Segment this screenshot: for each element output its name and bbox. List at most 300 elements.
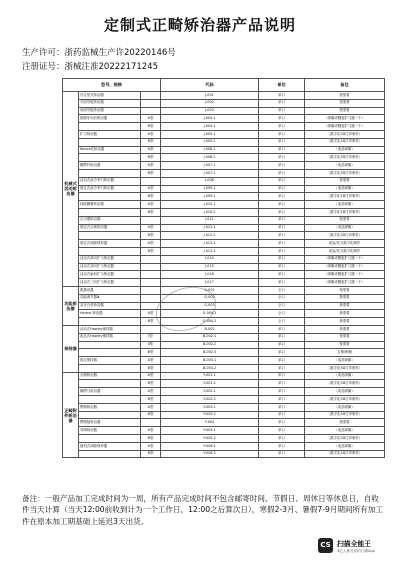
product-code-cell: Y-005.2 bbox=[161, 435, 259, 443]
product-code-cell: J-013.1 bbox=[161, 240, 259, 248]
product-remark-cell: （成品弹簧） bbox=[305, 388, 385, 396]
table-row bbox=[63, 302, 385, 310]
product-type-cell: A型 bbox=[141, 162, 161, 170]
registration-certificate: 注册证号：浙械注准20222171245 bbox=[22, 62, 158, 72]
product-code-cell: Y-005.1 bbox=[161, 427, 259, 435]
product-unit-cell: 单口 bbox=[259, 372, 305, 380]
product-remark-cell: 按需要 bbox=[305, 286, 385, 294]
product-remark-cell: 按需要 bbox=[305, 107, 385, 115]
product-remark-cell: 按需要 bbox=[305, 302, 385, 310]
scanner-name: 扫描全能王 bbox=[337, 540, 371, 548]
table-row bbox=[63, 388, 385, 396]
product-code-cell: J-008 bbox=[161, 177, 259, 185]
product-remark-cell: （数字化3D打印制作） bbox=[305, 130, 385, 138]
product-code-cell: G-004.2 bbox=[161, 318, 259, 326]
product-unit-cell: 单口 bbox=[259, 263, 305, 271]
product-type-cell bbox=[141, 325, 161, 333]
product-remark-cell: （弹簧或螺旋扩弓器一个） bbox=[305, 115, 385, 123]
product-type-cell: A型 bbox=[141, 115, 161, 123]
table-row bbox=[63, 185, 385, 193]
product-remark-cell: （弹簧或螺旋扩弓器一个） bbox=[305, 279, 385, 287]
product-code-cell: J-004.1 bbox=[161, 115, 259, 123]
product-unit-cell: 单口 bbox=[259, 279, 305, 287]
product-name-cell: 舌习惯矫治器 bbox=[79, 216, 141, 224]
product-remark-cell: （弹簧或螺旋扩弓器一个） bbox=[305, 271, 385, 279]
product-unit-cell: 全口 bbox=[259, 318, 305, 326]
product-type-cell: B型 bbox=[141, 169, 161, 177]
product-code-cell: J-007.1 bbox=[161, 162, 259, 170]
product-type-cell: A型 bbox=[141, 146, 161, 154]
category-cell: 功能矫治器 bbox=[63, 286, 79, 325]
product-code-cell: Y-004 bbox=[161, 419, 259, 427]
product-name-cell: 活动式双向扩弓矫治器 bbox=[79, 263, 141, 271]
product-unit-cell: 单口 bbox=[259, 341, 305, 349]
product-type-cell: A型 bbox=[141, 372, 161, 380]
product-name-cell: 活动式扇形扩弓矫治器 bbox=[79, 271, 141, 279]
product-code-cell: J-005.1 bbox=[161, 130, 259, 138]
product-remark-cell: （数字化3D打印制作） bbox=[305, 232, 385, 240]
product-unit-cell: 单口 bbox=[259, 193, 305, 201]
product-type-cell: B型 bbox=[141, 450, 161, 458]
product-name-cell: 扩弓矫治器 bbox=[79, 130, 141, 138]
product-unit-cell: 单口 bbox=[259, 357, 305, 365]
production-license: 生产许可：浙药监械生产许20220146号 bbox=[22, 48, 176, 58]
product-unit-cell: 单口 bbox=[259, 162, 305, 170]
product-name-cell: 牙合垫式矫治器 bbox=[79, 92, 141, 100]
product-type-cell: B型 bbox=[141, 380, 161, 388]
product-name-cell: 活动式前方牵引矫治器 bbox=[79, 177, 141, 185]
table-row bbox=[63, 380, 385, 388]
scanner-tagline: 3亿人都在用的扫描App bbox=[337, 549, 376, 553]
product-unit-cell: 单口 bbox=[259, 185, 305, 193]
table-row bbox=[63, 123, 385, 131]
product-remark-cell: （成品弹簧） bbox=[305, 403, 385, 411]
product-code-cell: B-003.2 bbox=[161, 364, 259, 372]
product-code-cell: G-004.1 bbox=[161, 310, 259, 318]
product-type-cell: B型 bbox=[141, 435, 161, 443]
product-code-cell: J-010.1 bbox=[161, 201, 259, 209]
table-row bbox=[63, 271, 385, 279]
product-type-cell: A型 bbox=[141, 427, 161, 435]
table-row bbox=[63, 263, 385, 271]
table-row bbox=[63, 115, 385, 123]
product-remark-cell: 按需要 bbox=[305, 294, 385, 302]
product-unit-cell: 单口 bbox=[259, 224, 305, 232]
product-unit-cell: 单口 bbox=[259, 92, 305, 100]
product-name-cell: 活动式三向扩弓矫治器 bbox=[79, 279, 141, 287]
product-code-cell: J-006.2 bbox=[161, 154, 259, 162]
product-remark-cell: （成品弹簧） bbox=[305, 201, 385, 209]
product-code-cell: J-014 bbox=[161, 255, 259, 263]
product-unit-cell: 单口 bbox=[259, 216, 305, 224]
product-remark-cell: （成品弹簧） bbox=[305, 185, 385, 193]
category-cell: 正畸附件矫治器 bbox=[63, 372, 79, 458]
product-remark-cell: （数字化3D打印制作） bbox=[305, 450, 385, 458]
product-name-cell bbox=[79, 411, 141, 419]
product-type-cell: B型 bbox=[141, 208, 161, 216]
product-remark-cell: （数字化3D打印制作） bbox=[305, 138, 385, 146]
product-name-cell: 固定式间隙保持器 bbox=[79, 240, 141, 248]
table-row bbox=[63, 130, 385, 138]
table-row bbox=[63, 208, 385, 216]
table-row bbox=[63, 325, 385, 333]
product-type-cell: A型 bbox=[141, 185, 161, 193]
product-unit-cell: 单口 bbox=[259, 169, 305, 177]
product-remark-cell: 按需要 bbox=[305, 310, 385, 318]
product-type-cell bbox=[141, 419, 161, 427]
table-row bbox=[63, 162, 385, 170]
table-row bbox=[63, 396, 385, 404]
product-type-cell bbox=[141, 279, 161, 287]
document-title: 定制式正畸矫治器产品说明 bbox=[103, 16, 296, 34]
product-remark-cell: （数字化3D打印制作） bbox=[305, 435, 385, 443]
product-name-cell bbox=[79, 169, 141, 177]
product-type-cell: Ⅲ型 bbox=[141, 349, 161, 357]
product-code-cell: J-012.1 bbox=[161, 224, 259, 232]
product-unit-cell: 单口 bbox=[259, 177, 305, 185]
product-unit-cell: 单口 bbox=[259, 396, 305, 404]
product-remark-cell: （成品弹簧） bbox=[305, 357, 385, 365]
product-type-cell: Ⅰ型 bbox=[141, 333, 161, 341]
product-type-cell: B型 bbox=[141, 318, 161, 326]
footnote: 备注：一般产品加工完成时间为一周，所有产品完成时间不包含邮寄时间、节假日、周休日等休息日，自收件当天计算（当天12:00前收到计为一个工作日，12:00之后算次日），寒假2-3月、暑假7-9月期间所有加工件在原本加工期基础上延迟3天出货。 bbox=[22, 494, 383, 526]
product-name-cell: 导萌矫治器 bbox=[79, 427, 141, 435]
product-remark-cell: 成品/托式数字化制作 bbox=[305, 240, 385, 248]
table-row bbox=[63, 442, 385, 450]
product-name-cell: 舌侧矫治器 bbox=[79, 372, 141, 380]
product-unit-cell: 单口 bbox=[259, 240, 305, 248]
product-remark-cell: 按需要 bbox=[305, 318, 385, 326]
product-name-cell bbox=[79, 138, 141, 146]
product-remark-cell: （数字化3D打印制作） bbox=[305, 169, 385, 177]
category-cell: 机械式活动矫治器 bbox=[63, 92, 79, 287]
table-row bbox=[63, 240, 385, 248]
product-code-cell: Y-002.2 bbox=[161, 396, 259, 404]
product-name-cell: Nance托矫治器 bbox=[79, 146, 141, 154]
product-code-cell: J-004.2 bbox=[161, 123, 259, 131]
table-row bbox=[63, 99, 385, 107]
product-name-cell bbox=[79, 208, 141, 216]
product-code-cell: Y-006.1 bbox=[161, 442, 259, 450]
product-type-cell: B型 bbox=[141, 396, 161, 404]
table-row bbox=[63, 92, 385, 100]
product-code-cell: Y-002.1 bbox=[161, 388, 259, 396]
table-row bbox=[63, 341, 385, 349]
product-type-cell: B型 bbox=[141, 138, 161, 146]
product-name-cell: 平面导板矫治器 bbox=[79, 99, 141, 107]
product-type-cell: B型 bbox=[141, 247, 161, 255]
product-remark-cell: 按需要 bbox=[305, 216, 385, 224]
product-name-cell bbox=[79, 193, 141, 201]
product-name-cell: 肌激动器 bbox=[79, 286, 141, 294]
product-remark-cell: 按需要 bbox=[305, 333, 385, 341]
product-name-cell: 固定式舌刺矫治器 bbox=[79, 224, 141, 232]
product-unit-cell: 单口 bbox=[259, 138, 305, 146]
product-unit-cell: 单口 bbox=[259, 411, 305, 419]
table-row bbox=[63, 154, 385, 162]
header-remark: 备注 bbox=[305, 79, 385, 92]
product-unit-cell: 单口 bbox=[259, 130, 305, 138]
product-code-cell: G-001 bbox=[161, 286, 259, 294]
product-type-cell: B型 bbox=[141, 232, 161, 240]
product-code-cell: G-003 bbox=[161, 302, 259, 310]
product-name-cell: 四眼圈簧矫治器 bbox=[79, 201, 141, 209]
product-code-cell: B-002.2 bbox=[161, 341, 259, 349]
product-type-cell: B型 bbox=[141, 364, 161, 372]
product-name-cell: Herbst 矫治器 bbox=[79, 310, 141, 318]
product-name-cell: 横腭弓矫治器 bbox=[79, 388, 141, 396]
product-type-cell: A型 bbox=[141, 201, 161, 209]
product-remark-cell: （成品弹簧） bbox=[305, 146, 385, 154]
product-code-cell: J-009.2 bbox=[161, 193, 259, 201]
product-unit-cell: 全口 bbox=[259, 310, 305, 318]
product-name-cell bbox=[79, 364, 141, 372]
product-remark-cell: 按需要 bbox=[305, 99, 385, 107]
product-unit-cell: 单口 bbox=[259, 115, 305, 123]
table-row bbox=[63, 146, 385, 154]
product-remark-cell: 按需要 bbox=[305, 92, 385, 100]
product-code-cell: Y-003.1 bbox=[161, 403, 259, 411]
table-row bbox=[63, 349, 385, 357]
table-row bbox=[63, 169, 385, 177]
table-row bbox=[63, 403, 385, 411]
product-type-cell: B型 bbox=[141, 154, 161, 162]
table-row bbox=[63, 357, 385, 365]
product-name-cell: 双牙合垫矫治器 bbox=[79, 302, 141, 310]
product-code-cell: J-017 bbox=[161, 279, 259, 287]
product-code-cell: J-006.1 bbox=[161, 146, 259, 154]
product-name-cell: 固定保持器 bbox=[79, 357, 141, 365]
table-row bbox=[63, 255, 385, 263]
product-name-cell: 改良式Hawley保持器 bbox=[79, 333, 141, 341]
product-name-cell bbox=[79, 380, 141, 388]
table-row bbox=[63, 193, 385, 201]
product-unit-cell: 单口 bbox=[259, 333, 305, 341]
product-type-cell: A型 bbox=[141, 310, 161, 318]
table-row bbox=[63, 411, 385, 419]
product-code-cell: J-001 bbox=[161, 92, 259, 100]
product-type-cell: A型 bbox=[141, 357, 161, 365]
product-unit-cell: 单口 bbox=[259, 325, 305, 333]
table-row bbox=[63, 364, 385, 372]
product-name-cell bbox=[79, 349, 141, 357]
product-remark-cell: （成品弹簧） bbox=[305, 442, 385, 450]
product-unit-cell: 单口 bbox=[259, 255, 305, 263]
scanner-logo-icon: CS bbox=[318, 538, 333, 553]
table-row bbox=[63, 107, 385, 115]
table-row bbox=[63, 318, 385, 326]
table-row bbox=[63, 450, 385, 458]
product-remark-cell: （弹簧或螺旋扩弓器一个） bbox=[305, 263, 385, 271]
product-remark-cell: （数字化3D打印制作） bbox=[305, 154, 385, 162]
product-remark-cell: 舌侧/颊侧 bbox=[305, 349, 385, 357]
table-row bbox=[63, 177, 385, 185]
product-remark-cell: 成品/托式数字化制作 bbox=[305, 247, 385, 255]
table-row bbox=[63, 419, 385, 427]
product-code-cell: J-013.2 bbox=[161, 247, 259, 255]
product-unit-cell: 单口 bbox=[259, 123, 305, 131]
product-name-cell bbox=[79, 435, 141, 443]
product-unit-cell: 单口 bbox=[259, 271, 305, 279]
product-code-cell: J-002 bbox=[161, 99, 259, 107]
product-unit-cell: 单口 bbox=[259, 427, 305, 435]
product-unit-cell: 单口 bbox=[259, 146, 305, 154]
product-unit-cell: 单口 bbox=[259, 107, 305, 115]
product-remark-cell: （数字化3D打印制作） bbox=[305, 380, 385, 388]
product-remark-cell: （数字化3D打印制作） bbox=[305, 396, 385, 404]
product-type-cell bbox=[141, 107, 161, 115]
product-type-cell: A型 bbox=[141, 388, 161, 396]
table-row bbox=[63, 247, 385, 255]
product-remark-cell: （成品弹簧） bbox=[305, 162, 385, 170]
table-row bbox=[63, 216, 385, 224]
product-remark-cell: （数字化3D打印制作） bbox=[305, 193, 385, 201]
product-code-cell: J-012.2 bbox=[161, 232, 259, 240]
product-code-cell: Y-001.2 bbox=[161, 380, 259, 388]
product-type-cell bbox=[141, 92, 161, 100]
product-type-cell: Ⅱ型 bbox=[141, 341, 161, 349]
product-name-cell bbox=[79, 247, 141, 255]
product-unit-cell: 全口 bbox=[259, 294, 305, 302]
product-unit-cell: 单口 bbox=[259, 388, 305, 396]
product-type-cell bbox=[141, 177, 161, 185]
product-name-cell bbox=[79, 123, 141, 131]
product-code-cell: J-009.1 bbox=[161, 185, 259, 193]
product-type-cell: A型 bbox=[141, 403, 161, 411]
table-row bbox=[63, 286, 385, 294]
table-row bbox=[63, 435, 385, 443]
product-table bbox=[62, 78, 385, 458]
product-unit-cell: 单口 bbox=[259, 154, 305, 162]
product-unit-cell: 单口 bbox=[259, 247, 305, 255]
product-unit-cell: 单口 bbox=[259, 99, 305, 107]
product-name-cell: 唇挡式间隙保持器 bbox=[79, 442, 141, 450]
product-name-cell bbox=[79, 232, 141, 240]
product-name-cell bbox=[79, 318, 141, 326]
product-remark-cell: （弹簧或螺旋扩弓器一个） bbox=[305, 255, 385, 263]
product-unit-cell: 单口 bbox=[259, 435, 305, 443]
product-name-cell: 功能调节器Ⅲ bbox=[79, 294, 141, 302]
product-name-cell: 横腭杆矫治器 bbox=[79, 162, 141, 170]
product-code-cell: Y-003.2 bbox=[161, 411, 259, 419]
product-type-cell: A型 bbox=[141, 442, 161, 450]
table-row bbox=[63, 138, 385, 146]
product-remark-cell: （成品弹簧） bbox=[305, 427, 385, 435]
product-unit-cell: 单口 bbox=[259, 349, 305, 357]
product-unit-cell: 单口 bbox=[259, 232, 305, 240]
product-name-cell bbox=[79, 341, 141, 349]
product-remark-cell: 按需要 bbox=[305, 419, 385, 427]
table-row bbox=[63, 294, 385, 302]
header-code: 代码 bbox=[161, 79, 259, 92]
product-remark-cell: （数字化3D打印制作） bbox=[305, 208, 385, 216]
product-unit-cell: 全口 bbox=[259, 302, 305, 310]
product-type-cell: B型 bbox=[141, 123, 161, 131]
table-row bbox=[63, 232, 385, 240]
product-type-cell bbox=[141, 99, 161, 107]
product-unit-cell: 全口 bbox=[259, 286, 305, 294]
product-remark-cell: 按需要 bbox=[305, 177, 385, 185]
product-code-cell: B-002.3 bbox=[161, 349, 259, 357]
product-name-cell: 腭侧矫治器 bbox=[79, 403, 141, 411]
product-code-cell: Y-001.1 bbox=[161, 372, 259, 380]
table-row bbox=[63, 279, 385, 287]
product-unit-cell: 单口 bbox=[259, 208, 305, 216]
product-name-cell: 斜面导板矫治器 bbox=[79, 107, 141, 115]
product-unit-cell: 单口 bbox=[259, 403, 305, 411]
product-type-cell bbox=[141, 263, 161, 271]
product-code-cell: J-010.2 bbox=[161, 208, 259, 216]
product-unit-cell: 单口 bbox=[259, 450, 305, 458]
product-remark-cell: （弹簧或螺旋扩弓器一个） bbox=[305, 123, 385, 131]
product-name-cell: 推磨牙向后矫治器 bbox=[79, 115, 141, 123]
product-type-cell: B型 bbox=[141, 411, 161, 419]
product-code-cell: B-001 bbox=[161, 325, 259, 333]
product-type-cell: B型 bbox=[141, 193, 161, 201]
product-code-cell: J-005.2 bbox=[161, 138, 259, 146]
product-remark-cell: （数字化3D打印制作） bbox=[305, 364, 385, 372]
product-code-cell: J-011 bbox=[161, 216, 259, 224]
product-unit-cell: 单口 bbox=[259, 419, 305, 427]
product-name-cell bbox=[79, 154, 141, 162]
product-remark-cell: （成品弹簧） bbox=[305, 372, 385, 380]
table-row bbox=[63, 427, 385, 435]
product-code-cell: G-002 bbox=[161, 294, 259, 302]
table-row bbox=[63, 201, 385, 209]
table-row bbox=[63, 333, 385, 341]
product-type-cell bbox=[141, 286, 161, 294]
product-type-cell bbox=[141, 216, 161, 224]
header-unit: 单位 bbox=[259, 79, 305, 92]
product-remark-cell: （数字化3D打印制作） bbox=[305, 411, 385, 419]
product-name-cell bbox=[79, 396, 141, 404]
product-type-cell: A型 bbox=[141, 240, 161, 248]
product-code-cell: J-015 bbox=[161, 263, 259, 271]
product-code-cell: B-002.1 bbox=[161, 333, 259, 341]
product-code-cell: J-003 bbox=[161, 107, 259, 115]
scanner-watermark bbox=[318, 536, 396, 560]
product-type-cell bbox=[141, 294, 161, 302]
product-unit-cell: 单口 bbox=[259, 201, 305, 209]
table-header-row bbox=[63, 79, 385, 92]
category-cell: 保持器 bbox=[63, 325, 79, 372]
header-spec: 型号、规格 bbox=[63, 79, 161, 92]
table-row bbox=[63, 310, 385, 318]
product-name-cell: 活动式单向扩弓矫治器 bbox=[79, 255, 141, 263]
product-unit-cell: 单口 bbox=[259, 442, 305, 450]
product-name-cell: 固定式前方牵引矫治器 bbox=[79, 185, 141, 193]
product-type-cell bbox=[141, 271, 161, 279]
product-code-cell: J-016 bbox=[161, 271, 259, 279]
product-unit-cell: 单口 bbox=[259, 364, 305, 372]
product-remark-cell: （成品弹簧） bbox=[305, 224, 385, 232]
table-row bbox=[63, 372, 385, 380]
product-code-cell: Y-006.2 bbox=[161, 450, 259, 458]
product-name-cell: 活动式Hawley保持器 bbox=[79, 325, 141, 333]
product-name-cell: 腭侧板矫治器 bbox=[79, 419, 141, 427]
table-row bbox=[63, 224, 385, 232]
product-type-cell bbox=[141, 255, 161, 263]
product-unit-cell: 单口 bbox=[259, 380, 305, 388]
product-remark-cell: 按需要 bbox=[305, 341, 385, 349]
product-code-cell: B-003.1 bbox=[161, 357, 259, 365]
product-type-cell: A型 bbox=[141, 130, 161, 138]
product-type-cell: A型 bbox=[141, 224, 161, 232]
product-remark-cell: 按需要 bbox=[305, 325, 385, 333]
product-code-cell: J-007.2 bbox=[161, 169, 259, 177]
table-body bbox=[63, 92, 385, 458]
product-name-cell bbox=[79, 450, 141, 458]
